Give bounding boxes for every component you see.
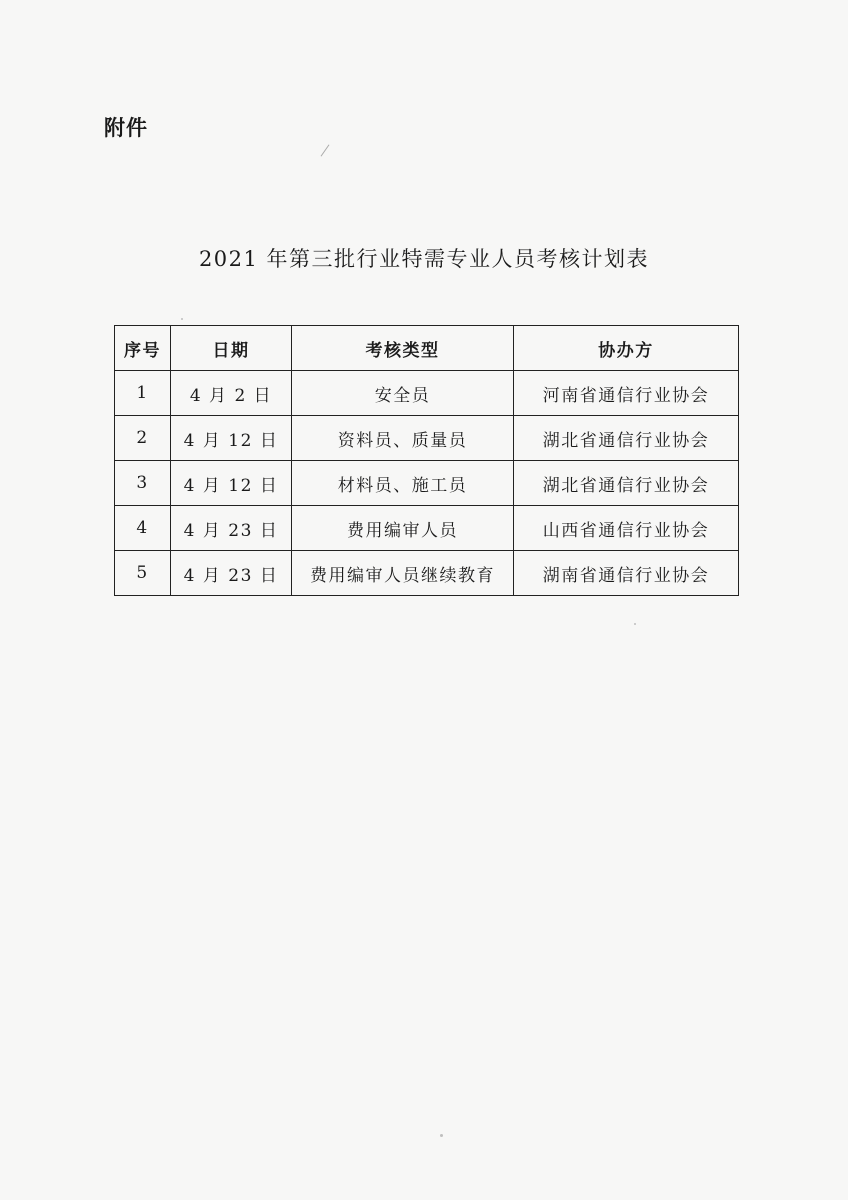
cell-exam-type: 安全员 (292, 371, 514, 416)
cell-seq: 5 (115, 551, 171, 596)
table-row (115, 506, 739, 551)
scan-speck (634, 623, 636, 625)
cell-co-organizer: 山西省通信行业协会 (514, 506, 739, 551)
attachment-label: 附件 (104, 116, 148, 140)
scan-mark (321, 144, 330, 156)
cell-seq: 4 (115, 506, 171, 551)
scan-speck (181, 318, 183, 320)
cell-date: 4 月 12 日 (171, 416, 292, 461)
cell-co-organizer: 湖北省通信行业协会 (514, 416, 739, 461)
cell-exam-type: 费用编审人员继续教育 (292, 551, 514, 596)
cell-date: 4 月 23 日 (171, 506, 292, 551)
cell-co-organizer: 河南省通信行业协会 (514, 371, 739, 416)
cell-date: 4 月 12 日 (171, 461, 292, 506)
cell-exam-type: 费用编审人员 (292, 506, 514, 551)
scan-speck (440, 1134, 443, 1137)
header-exam-type: 考核类型 (292, 326, 514, 371)
cell-seq: 1 (115, 371, 171, 416)
document-title: 2021 年第三批行业特需专业人员考核计划表 (198, 247, 650, 271)
table-row (115, 551, 739, 596)
cell-exam-type: 材料员、施工员 (292, 461, 514, 506)
table-row (115, 416, 739, 461)
header-date: 日期 (171, 326, 292, 371)
cell-seq: 2 (115, 416, 171, 461)
table-header-row (115, 326, 739, 371)
exam-plan-table (114, 325, 739, 596)
cell-date: 4 月 2 日 (171, 371, 292, 416)
header-co-organizer: 协办方 (514, 326, 739, 371)
cell-exam-type: 资料员、质量员 (292, 416, 514, 461)
cell-co-organizer: 湖北省通信行业协会 (514, 461, 739, 506)
header-seq: 序号 (115, 326, 171, 371)
cell-date: 4 月 23 日 (171, 551, 292, 596)
cell-seq: 3 (115, 461, 171, 506)
table-row (115, 371, 739, 416)
cell-co-organizer: 湖南省通信行业协会 (514, 551, 739, 596)
table-row (115, 461, 739, 506)
